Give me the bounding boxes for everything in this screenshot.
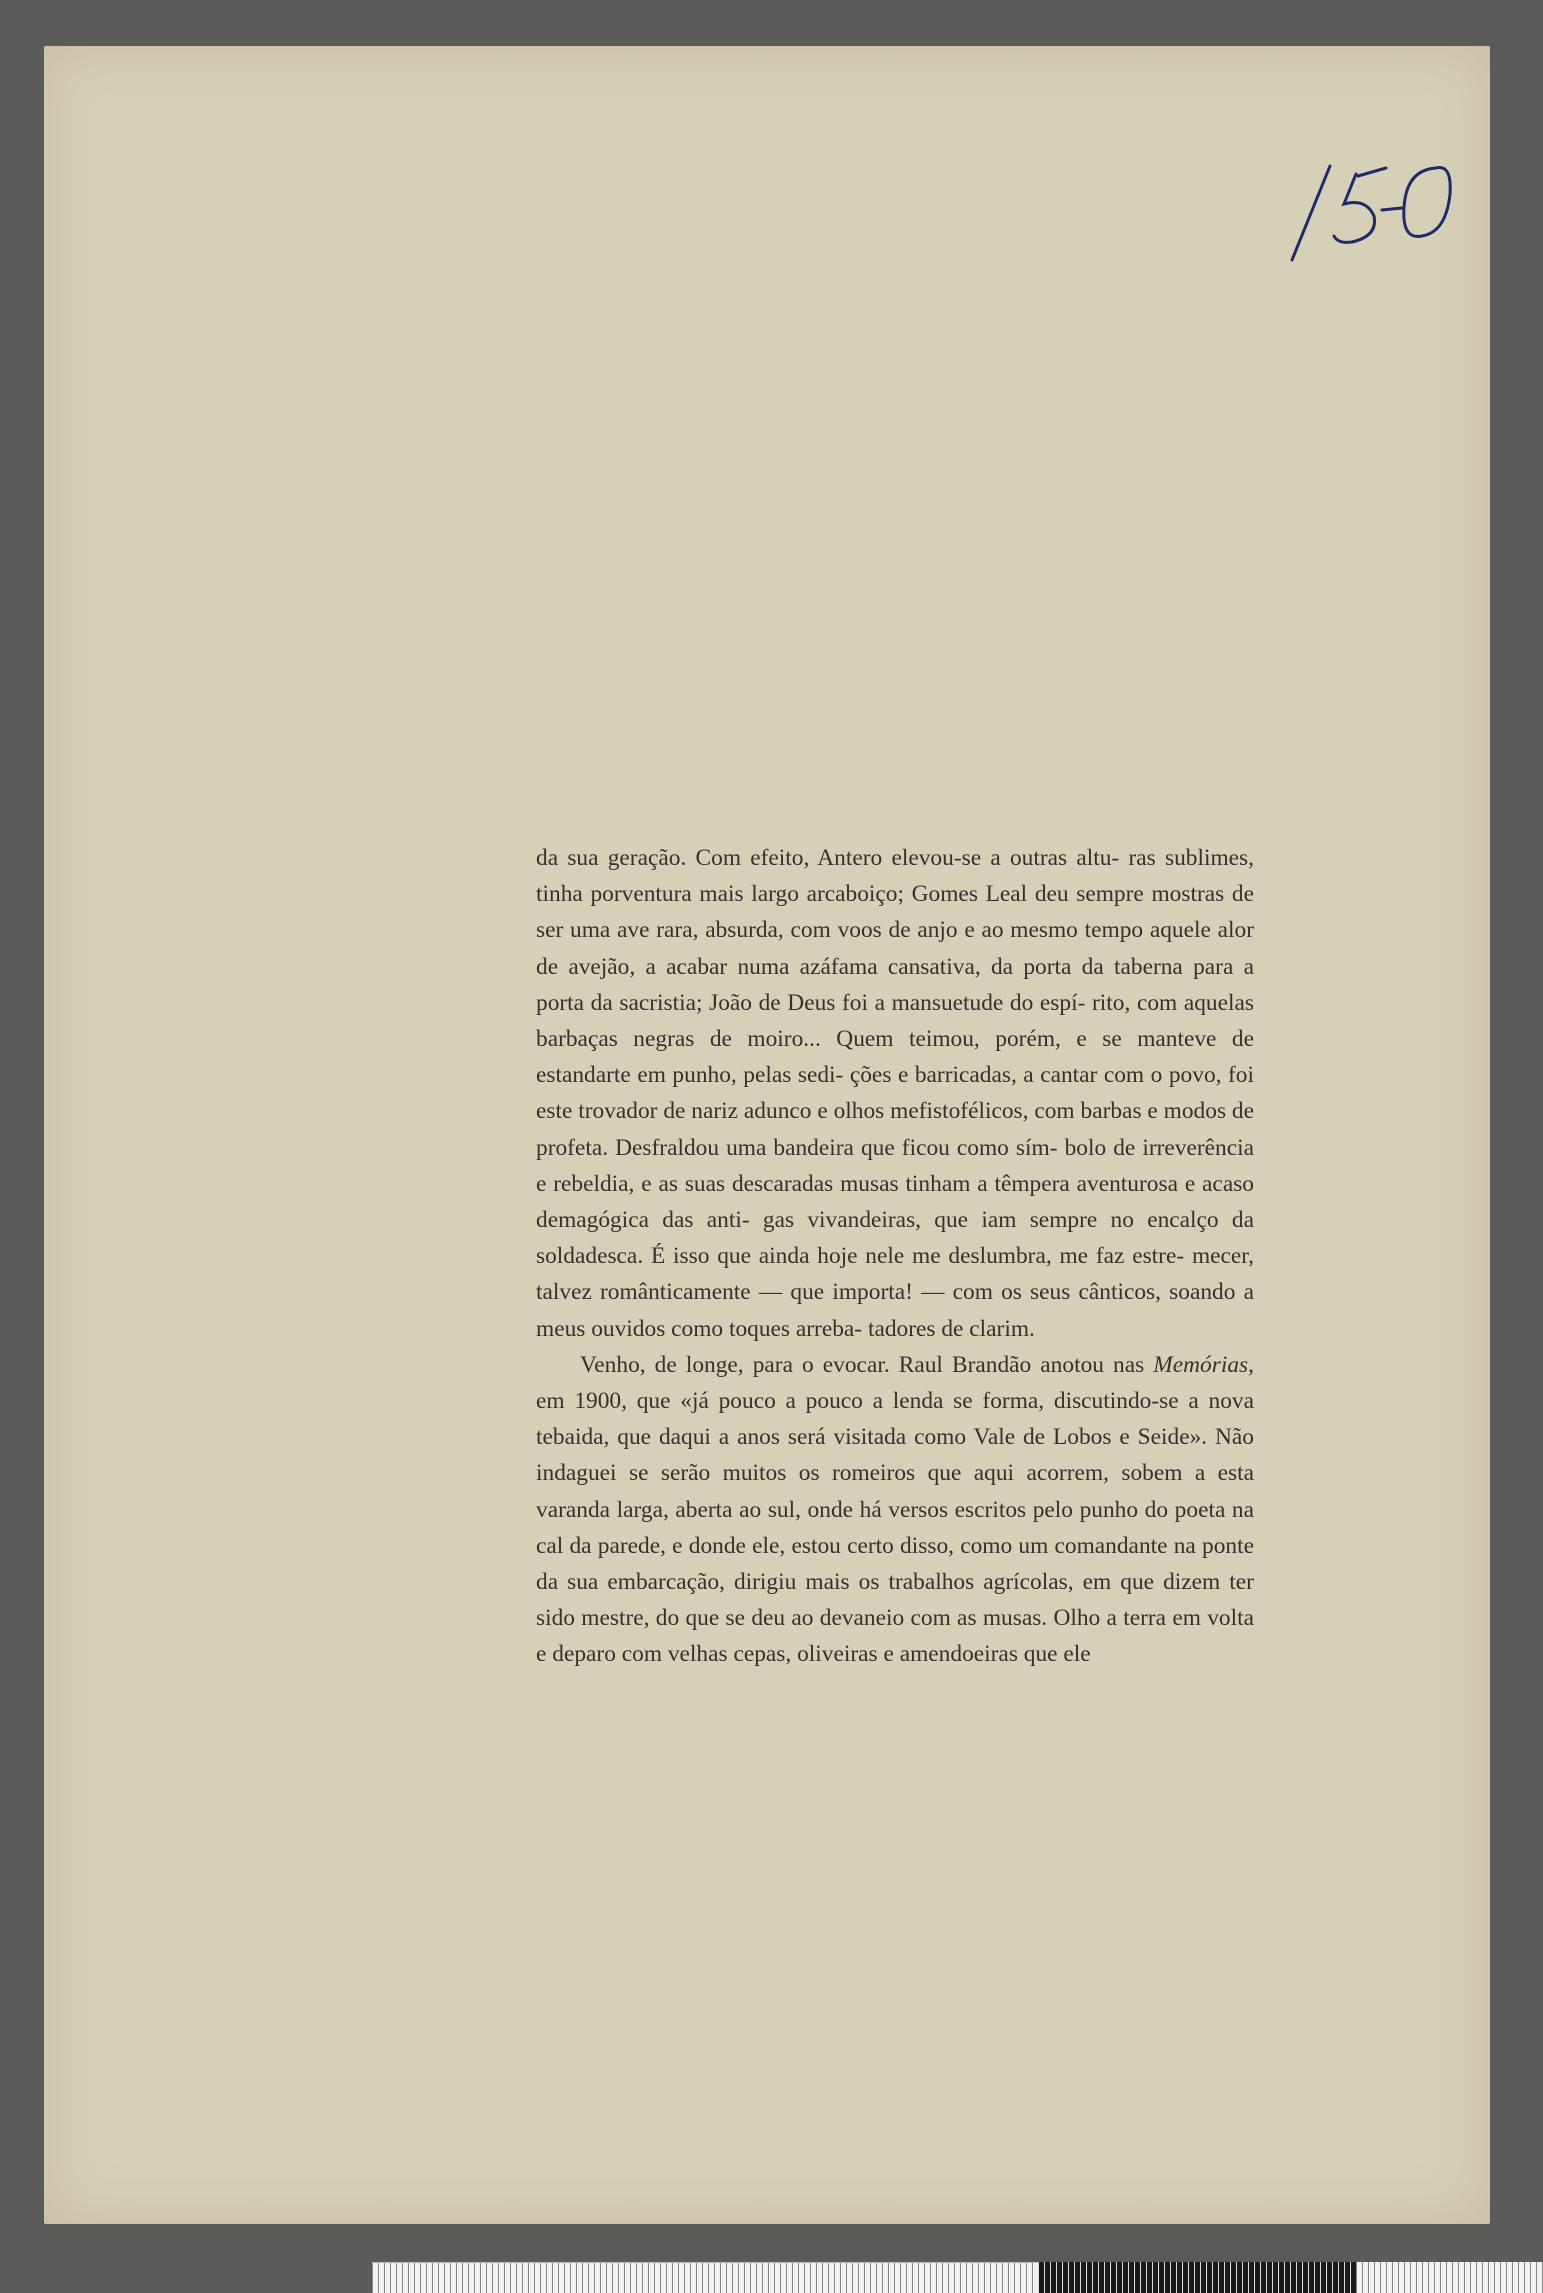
text-line: um comandante na ponte da sua embarcação, dirigiu mais <box>536 1532 1254 1596</box>
document-page <box>44 46 1490 2224</box>
text-line: Venho, de longe, para o evocar. Raul Brandão anotou <box>580 1351 1104 1378</box>
text-line: gas vivandeiras, que iam sempre no encalço da soldadesca. <box>536 1207 1254 1270</box>
text-line: poeta na cal da parede, e donde ele, estou certo disso, como <box>536 1496 1255 1559</box>
text-line: nas <box>1113 1351 1154 1378</box>
text-line: a porta da sacristia; João de Deus foi a mansuetude do espí- <box>536 953 1255 1016</box>
handwritten-page-number <box>1286 154 1466 264</box>
text-line: tinham a têmpera aventurosa e acaso demagógica das anti- <box>536 1170 1254 1234</box>
text-line: seus cânticos, soando a meus ouvidos como toques arreba- <box>536 1279 1254 1342</box>
text-line: em 1900, que «já pouco a pouco a lenda se <box>536 1388 973 1415</box>
text-line: se deu ao devaneio com as musas. Olho a terra em volta e <box>536 1605 1254 1668</box>
text-line: porém, e se manteve de estandarte em punho, pelas sedi- <box>536 1026 1254 1089</box>
paragraph-1 <box>536 840 1254 1347</box>
italic-title: Memórias, <box>1153 1351 1254 1378</box>
ruler-segment-light <box>372 2262 1038 2293</box>
text-line: larga, aberta ao sul, onde há versos escritos pelo punho do <box>616 1496 1169 1523</box>
text-line: muitos os romeiros que aqui acorrem, sobem a esta varanda <box>536 1460 1255 1523</box>
text-line: de nariz adunco e olhos mefistofélicos, com barbas e modos <box>663 1098 1227 1125</box>
text-line: de profeta. Desfraldou uma bandeira que ficou como sím- <box>536 1098 1254 1161</box>
text-line: ras sublimes, tinha porventura mais largo arcaboiço; Gomes <box>536 845 1255 908</box>
text-line: voos de anjo e ao mesmo tempo aquele alor de avejão, a <box>536 917 1254 980</box>
text-line: ções e barricadas, a cantar com o povo, foi este trovador <box>536 1062 1254 1125</box>
text-line: forma, discutindo-se a nova tebaida, que daqui a anos será <box>536 1388 1254 1451</box>
text-line: acabar numa azáfama cansativa, da porta da taberna para <box>666 953 1234 980</box>
ruler-segment-light-2 <box>1356 2262 1543 2293</box>
body-text <box>536 840 1254 1673</box>
scale-ruler <box>372 2262 1543 2293</box>
handwritten-page-number-drawing <box>1286 154 1466 264</box>
text-line: Leal deu sempre mostras de ser uma ave rara, absurda, com <box>536 881 1254 944</box>
text-line: deparo com velhas cepas, oliveiras e amendoeiras que ele <box>552 1641 1091 1668</box>
text-line: bolo de irreverência e rebeldia, e as suas descaradas musas <box>536 1134 1255 1197</box>
ruler-segment-dark <box>1038 2262 1356 2293</box>
text-line: tadores de clarim. <box>867 1315 1035 1342</box>
text-line: rito, com aquelas barbaças negras de moiro... Quem teimou, <box>536 989 1254 1053</box>
text-line: visitada como Vale de Lobos e Seide». Não indaguei se serão <box>536 1424 1254 1487</box>
text-line: É isso que ainda hoje nele me deslumbra, me faz estre- <box>650 1243 1185 1270</box>
text-line: mecer, talvez românticamente — que importa! — com os <box>536 1243 1254 1306</box>
text-line: os trabalhos agrícolas, em que dizem ter sido mestre, do que <box>536 1569 1254 1632</box>
text-line: da sua geração. Com efeito, Antero elevou-se a outras altu- <box>536 845 1120 871</box>
paragraph-2 <box>536 1347 1254 1673</box>
